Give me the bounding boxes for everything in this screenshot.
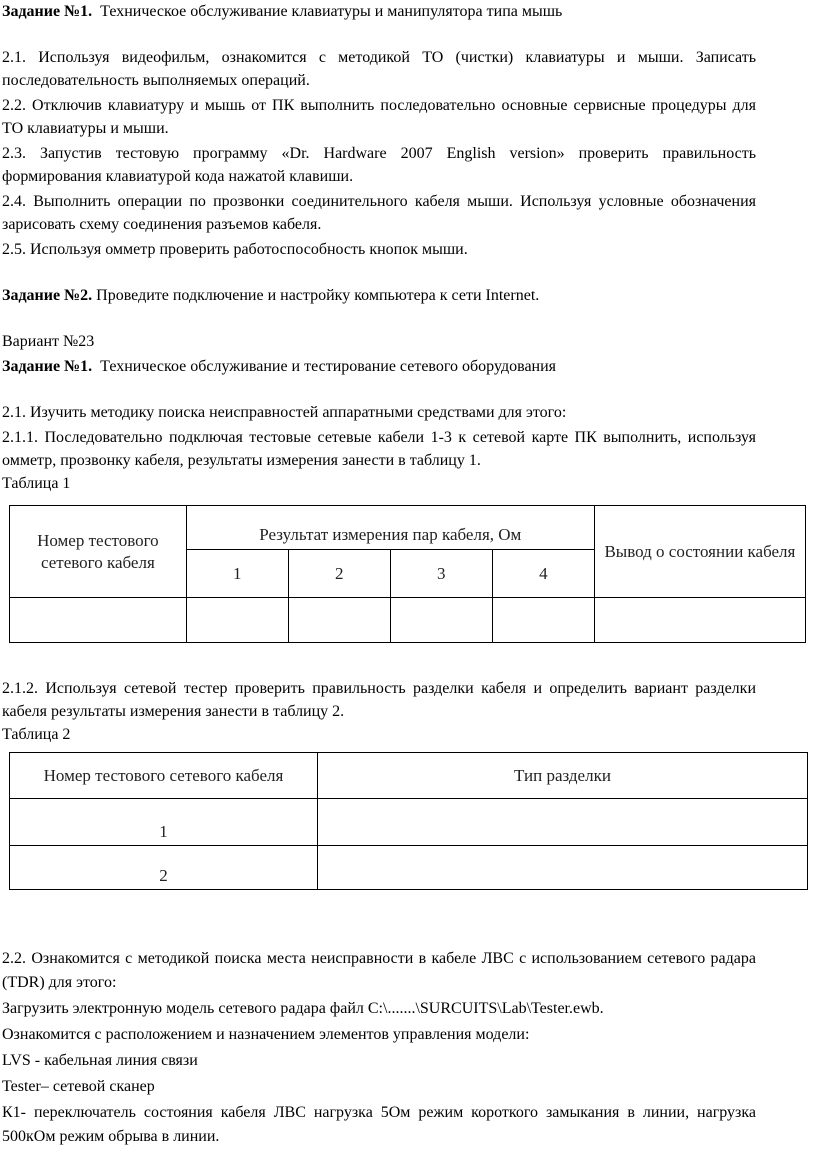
document-page-continued xyxy=(2,677,756,746)
t1-empty-cell xyxy=(10,598,187,643)
table1-caption: Таблица 1 xyxy=(2,475,71,492)
task1b-heading xyxy=(2,355,756,378)
document-page-end xyxy=(2,947,756,1149)
table2-caption: Таблица 2 xyxy=(2,726,71,743)
task1b-title: Задание №1. xyxy=(2,358,93,375)
t1-empty-cell xyxy=(390,598,492,643)
item-2-1-1: 2.1.1. Последовательно подключая тестовые сетевые кабели 1-3 к сетевой карте ПК выполнить, используя омметр, прозвонку кабеля, результаты измерения занести в таблицу 1. xyxy=(2,429,756,469)
item-2-1-intro: 2.1. Изучить методику поиска неисправностей аппаратными средствами для этого: xyxy=(2,404,567,421)
bullet-item xyxy=(2,1049,756,1073)
t1-header-number: Номер тестового сетевого кабеля xyxy=(10,506,187,598)
item-2-1-2: 2.1.2. Используя сетевой тестер проверить правильность разделки кабеля и определить вариант разделки кабеля результаты измерения занести в таблицу 2. xyxy=(2,680,756,720)
t2-header-number: Номер тестового сетевого кабеля xyxy=(10,753,318,799)
item-2-5: 2.5. Используя омметр проверить работоспособность кнопок мыши. xyxy=(2,241,468,258)
t1-empty-cell xyxy=(186,598,288,643)
task2-heading xyxy=(2,284,756,307)
bullet-text: К1- переключатель состояния кабеля ЛВС нагрузка 5Ом режим короткого замыкания в линии, нагрузка 500кОм режим обрыва в линии. xyxy=(2,1104,756,1145)
load-instruction: Загрузить электронную модель сетевого радара файл C:\.......\SURCUITS\Lab\Tester.ewb. xyxy=(2,1000,604,1017)
table-1 xyxy=(9,505,806,643)
task1-heading xyxy=(2,0,756,23)
t1-pair-3: 3 xyxy=(390,550,492,598)
t2-row-2-number: 2 xyxy=(10,846,318,890)
item-2-1: 2.1. Используя видеофильм, ознакомится с методикой ТО (чистки) клавиатуры и мыши. Записать последовательность выполняемых операций. xyxy=(2,49,756,89)
t1-header-conclusion: Вывод о состоянии кабеля xyxy=(594,506,805,598)
t1-header-result: Результат измерения пар кабеля, Ом xyxy=(186,506,594,550)
t1-pair-2: 2 xyxy=(288,550,390,598)
t1-empty-cell xyxy=(594,598,805,643)
document-page xyxy=(2,0,756,495)
task2-title: Задание №2. xyxy=(2,287,93,304)
task2-text: Проведите подключение и настройку компьютера к сети Internet. xyxy=(96,287,540,304)
bullet-text: LVS - кабельная линия связи xyxy=(2,1052,198,1069)
table-2 xyxy=(9,752,808,890)
t1-pair-4: 4 xyxy=(492,550,594,598)
bullet-text: Tester– сетевой сканер xyxy=(2,1078,155,1095)
task1-title: Задание №1. xyxy=(2,3,93,20)
bullet-item xyxy=(2,1075,756,1099)
bullet-item xyxy=(2,1101,756,1149)
item-2-4: 2.4. Выполнить операции по прозвонки соединительного кабеля мыши. Используя условные обозначения зарисовать схему соединения разъемов кабеля. xyxy=(2,193,756,233)
variant-label: Вариант №23 xyxy=(2,333,95,350)
item-2-2: 2.2. Ознакомится с методикой поиска места неисправности в кабеле ЛВС с использованием сетевого радара (TDR) для этого: xyxy=(2,950,756,991)
item-2-2: 2.2. Отключив клавиатуру и мышь от ПК выполнить последовательно основные сервисные процедуры для ТО клавиатуры и мыши. xyxy=(2,97,756,137)
t2-row-2-type xyxy=(318,846,808,890)
item-2-3: 2.3. Запустив тестовую программу «Dr. Hardware 2007 English version» проверить правильность формирования клавиатурой кода нажатой клавиши. xyxy=(2,145,756,185)
t2-header-type: Тип разделки xyxy=(318,753,808,799)
familiarize-instruction: Ознакомится с расположением и назначением элементов управления модели: xyxy=(2,1026,530,1043)
t1-empty-cell xyxy=(492,598,594,643)
t2-row-1-type xyxy=(318,799,808,846)
t2-row-1-number: 1 xyxy=(10,799,318,846)
t1-pair-1: 1 xyxy=(186,550,288,598)
task1-text: Техническое обслуживание клавиатуры и манипулятора типа мышь xyxy=(100,3,563,20)
task1b-text: Техническое обслуживание и тестирование сетевого оборудования xyxy=(100,358,557,375)
t1-empty-cell xyxy=(288,598,390,643)
